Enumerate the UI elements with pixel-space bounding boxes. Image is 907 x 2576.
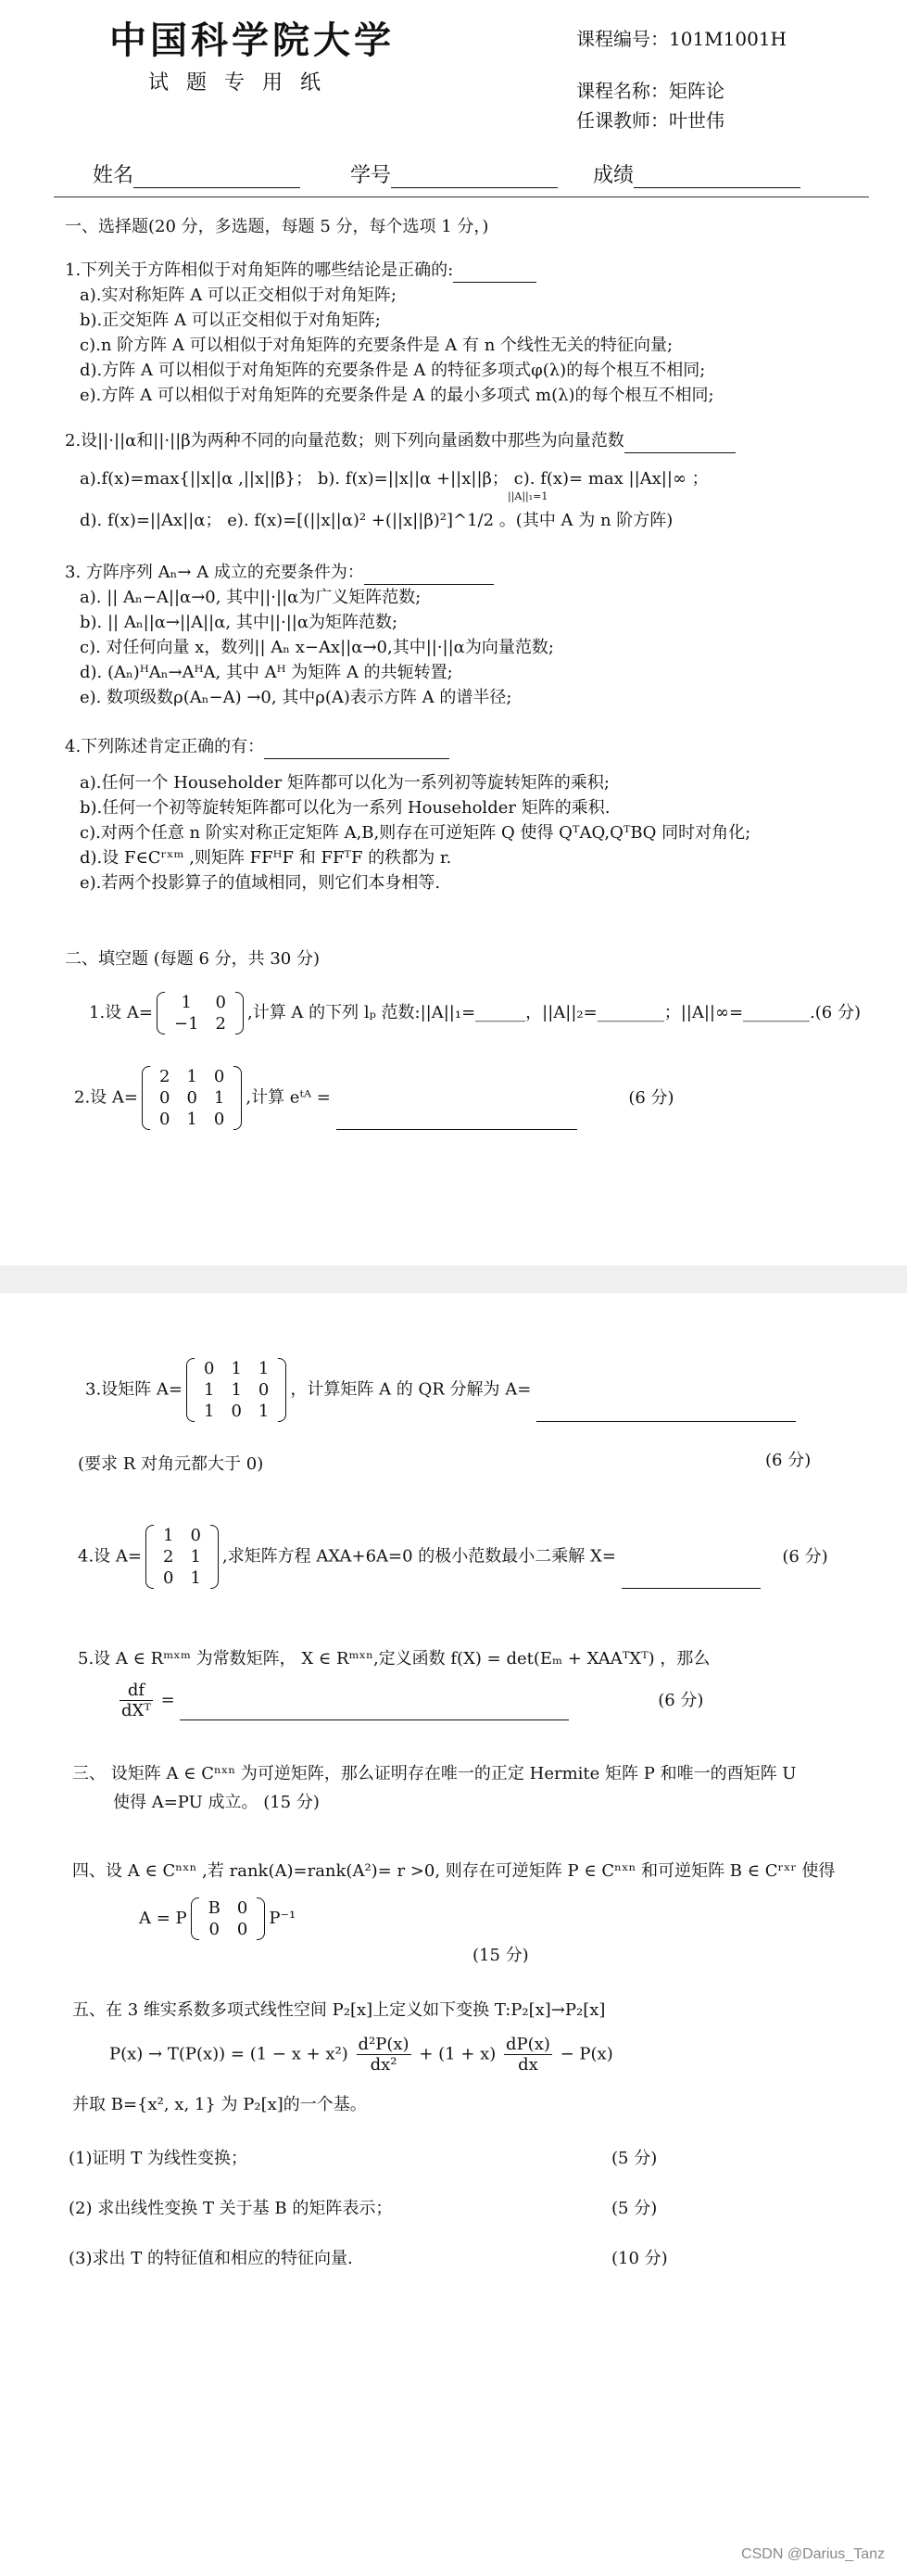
s2-q2-matrix: 2 1 0 0 0 1 0 1 0	[142, 1066, 242, 1130]
s2-q3-note: (要求 R 对角元都大于 0)	[78, 1454, 264, 1474]
s2-q5-frac: $\frac{df}{\text{dXᵀ}}$	[121, 1681, 151, 1720]
section5-line1: 五、在 3 维实系数多项式线性空间 P₂[x]上定义如下变换 T:P₂[x]→P₂[x]	[72, 2000, 606, 2020]
score-blank[interactable]	[634, 187, 800, 188]
section5-basis: 并取 B={x², x, 1} 为 P₂[x]的一个基。	[72, 2095, 367, 2114]
section5-frac2: $\frac{dP(x)}{dx}$	[506, 2035, 550, 2075]
section3-line2: 使得 A=PU 成立。 (15 分)	[113, 1793, 320, 1812]
exam-page-2	[0, 1293, 907, 2576]
s1-q2-stem: 2.设||·||α和||·||β为两种不同的向量范数；则下列向量函数中那些为向量范数	[65, 428, 736, 453]
s1-q1-option-c: c).n 阶方阵 A 可以相似于对角矩阵的充要条件是 A 有 n 个线性无关的特征向量;	[80, 336, 674, 355]
s1-q4-option-d: d).设 F∈Cʳˣᵐ ,则矩阵 FFᴴF 和 FFᵀF 的秩都为 r.	[80, 848, 452, 868]
section3-line1: 三、 设矩阵 A ∈ Cⁿˣⁿ 为可逆矩阵，那么证明存在唯一的正定 Hermite 矩阵 P 和唯一的酉矩阵 U	[72, 1764, 797, 1783]
section5-part3-points: (10 分)	[611, 2249, 668, 2268]
section5-part3: (3)求出 T 的特征值和相应的特征向量.	[69, 2249, 353, 2268]
student-id-blank[interactable]	[391, 187, 558, 188]
s1-q1-stem: 1.下列关于方阵相似于对角矩阵的哪些结论是正确的:	[65, 258, 714, 283]
student-id-field: 学号	[350, 159, 558, 188]
s2-q1-matrix: 1 0 −1 2	[157, 992, 244, 1034]
section4-points: (15 分)	[472, 1946, 529, 1965]
section3	[72, 1761, 796, 1815]
s2-q2-blank[interactable]	[336, 1129, 577, 1130]
section1-title: 一、选择题(20 分，多选题，每题 5 分，每个选项 1 分，)	[65, 217, 489, 236]
s2-q1: 1.设 A= 1 0 −1 2 ,计算 A 的下列 lₚ 范数:||A||₁=______，||A||₂=________；||A||∞=________.(6 分)	[89, 993, 861, 1034]
s2-q3-points: (6 分)	[765, 1451, 812, 1470]
s2-q5-derivative: $\frac{df}{\text{dXᵀ}}$ = (6 分)	[121, 1681, 704, 1720]
s1-q3-option-a: a). || Aₙ−A||α→0, 其中||·||α为广义矩阵范数;	[80, 588, 422, 607]
s1-q3-option-e: e). 数项级数ρ(Aₙ−A) →0, 其中ρ(A)表示方阵 A 的谱半径;	[80, 688, 512, 707]
paper-label: 试 题 专 用 纸	[148, 71, 326, 95]
s2-q2: 2.设 A= 2 1 0 0 0 1 0 1 0 ,计算 eᵗᴬ = (6 分)	[74, 1067, 674, 1129]
name-blank[interactable]	[133, 187, 300, 188]
s1-q4-option-b: b).任何一个初等旋转矩阵都可以化为一系列 Householder 矩阵的乘积.	[80, 798, 611, 818]
s1-q2-line2: d). f(x)=||Ax||α； e). f(x)=[(||x||α)² +(||x||β)²]^1/2 。(其中 A 为 n 阶方阵)	[80, 511, 674, 530]
s1-q4-blank[interactable]	[264, 758, 449, 759]
page-gap	[0, 1265, 907, 1293]
section4-matrix: B 0 0 0	[191, 1897, 266, 1940]
s2-q5-line1: 5.设 A ∈ Rᵐˣᵐ 为常数矩阵， X ∈ Rᵐˣⁿ,定义函数 f(X) = det(Eₘ + XAAᵀXᵀ) ，那么	[78, 1649, 711, 1669]
university-title: 中国科学院大学	[109, 19, 395, 62]
s1-q4	[65, 734, 750, 895]
s1-q3-option-b: b). || Aₙ||α→||A||α, 其中||·||α为矩阵范数;	[80, 613, 398, 632]
s2-q5-blank[interactable]	[180, 1719, 569, 1720]
s2-q3: 3.设矩阵 A= 0 1 1 1 1 0 1 0 1 ，计算矩阵 A 的 QR 分解为 A=	[85, 1358, 796, 1422]
course-code: 课程编号：101M1001H	[576, 28, 787, 50]
section5-frac1: $\frac{\text{d²P(x)}}{\text{dx²}}$	[358, 2035, 409, 2075]
course-name: 课程名称：矩阵论	[576, 80, 724, 102]
section5-part2: (2) 求出线性变换 T 关于基 B 的矩阵表示；	[69, 2199, 393, 2218]
s1-q3-stem: 3. 方阵序列 Aₙ→ A 成立的充要条件为：	[65, 560, 554, 585]
section5-part2-points: (5 分)	[611, 2199, 658, 2218]
s1-q3-option-d: d). (Aₙ)ᴴAₙ→AᴴA, 其中 Aᴴ 为矩阵 A 的共轭转置;	[80, 663, 453, 682]
s2-q3-matrix: 0 1 1 1 1 0 1 0 1	[186, 1358, 286, 1422]
exam-page-1	[0, 0, 907, 1265]
s1-q3	[65, 560, 554, 710]
section4-formula: A = P B 0 0 0 P⁻¹	[139, 1898, 296, 1939]
s1-q1	[65, 258, 714, 408]
s2-q4: 4.设 A= 1 0 2 1 0 1 ,求矩阵方程 AXA+6A=0 的极小范数最小二乘解 X= (6 分)	[78, 1526, 828, 1588]
s1-q4-option-e: e).若两个投影算子的值域相同，则它们本身相等.	[80, 873, 441, 893]
s1-q2-blank[interactable]	[624, 452, 736, 453]
s2-q4-blank[interactable]	[622, 1588, 761, 1589]
section4-line1: 四、设 A ∈ Cⁿˣⁿ ,若 rank(A)=rank(A²)= r >0, 则存在可逆矩阵 P ∈ Cⁿˣⁿ 和可逆矩阵 B ∈ Cʳˣʳ 使得	[72, 1861, 836, 1881]
section5-part1: (1)证明 T 为线性变换；	[69, 2149, 247, 2168]
course-teacher: 任课教师：叶世伟	[576, 109, 724, 132]
s1-q2	[65, 428, 736, 533]
s1-q2-line1-sub: ||A||₁=1	[508, 490, 548, 502]
watermark: CSDN @Darius_Tanz	[741, 2546, 885, 2562]
name-field: 姓名	[93, 159, 300, 188]
section2-title: 二、填空题 (每题 6 分，共 30 分)	[65, 949, 321, 969]
s1-q1-option-d: d).方阵 A 可以相似于对角矩阵的充要条件是 A 的特征多项式φ(λ)的每个根互不相同;	[80, 361, 706, 380]
score-field: 成绩	[593, 159, 800, 188]
s1-q1-option-a: a).实对称矩阵 A 可以正交相似于对角矩阵;	[80, 286, 397, 305]
s1-q1-option-b: b).正交矩阵 A 可以正交相似于对角矩阵;	[80, 311, 381, 330]
s1-q1-blank[interactable]	[453, 282, 536, 283]
s1-q4-stem: 4.下列陈述肯定正确的有：	[65, 734, 750, 759]
s1-q3-option-c: c). 对任何向量 x，数列|| Aₙ x−Ax||α→0,其中||·||α为向量范数;	[80, 638, 554, 657]
s1-q1-option-e: e).方阵 A 可以相似于对角矩阵的充要条件是 A 的最小多项式 m(λ)的每个根互不相同;	[80, 386, 714, 405]
s1-q4-option-c: c).对两个任意 n 阶实对称正定矩阵 A,B,则存在可逆矩阵 Q 使得 QᵀAQ,QᵀBQ 同时对角化;	[80, 823, 751, 843]
s2-q4-matrix: 1 0 2 1 0 1	[145, 1525, 219, 1589]
s2-q3-blank[interactable]	[536, 1421, 796, 1422]
section5-part1-points: (5 分)	[611, 2149, 658, 2168]
s1-q4-option-a: a).任何一个 Householder 矩阵都可以化为一系列初等旋转矩阵的乘积;	[80, 773, 610, 793]
s1-q2-line1: a).f(x)=max{||x||α ,||x||β}； b). f(x)=||x||α +||x||β； c). f(x)= max ||Ax||∞ ；	[80, 469, 709, 489]
section5-equation: P(x) → T(P(x)) = (1 − x + x²) $\frac{\text{d²P(x)}}{\text{dx²}}$ + (1 + x) $\frac{dP(x)}{dx}$ − P(x)	[109, 2035, 613, 2075]
